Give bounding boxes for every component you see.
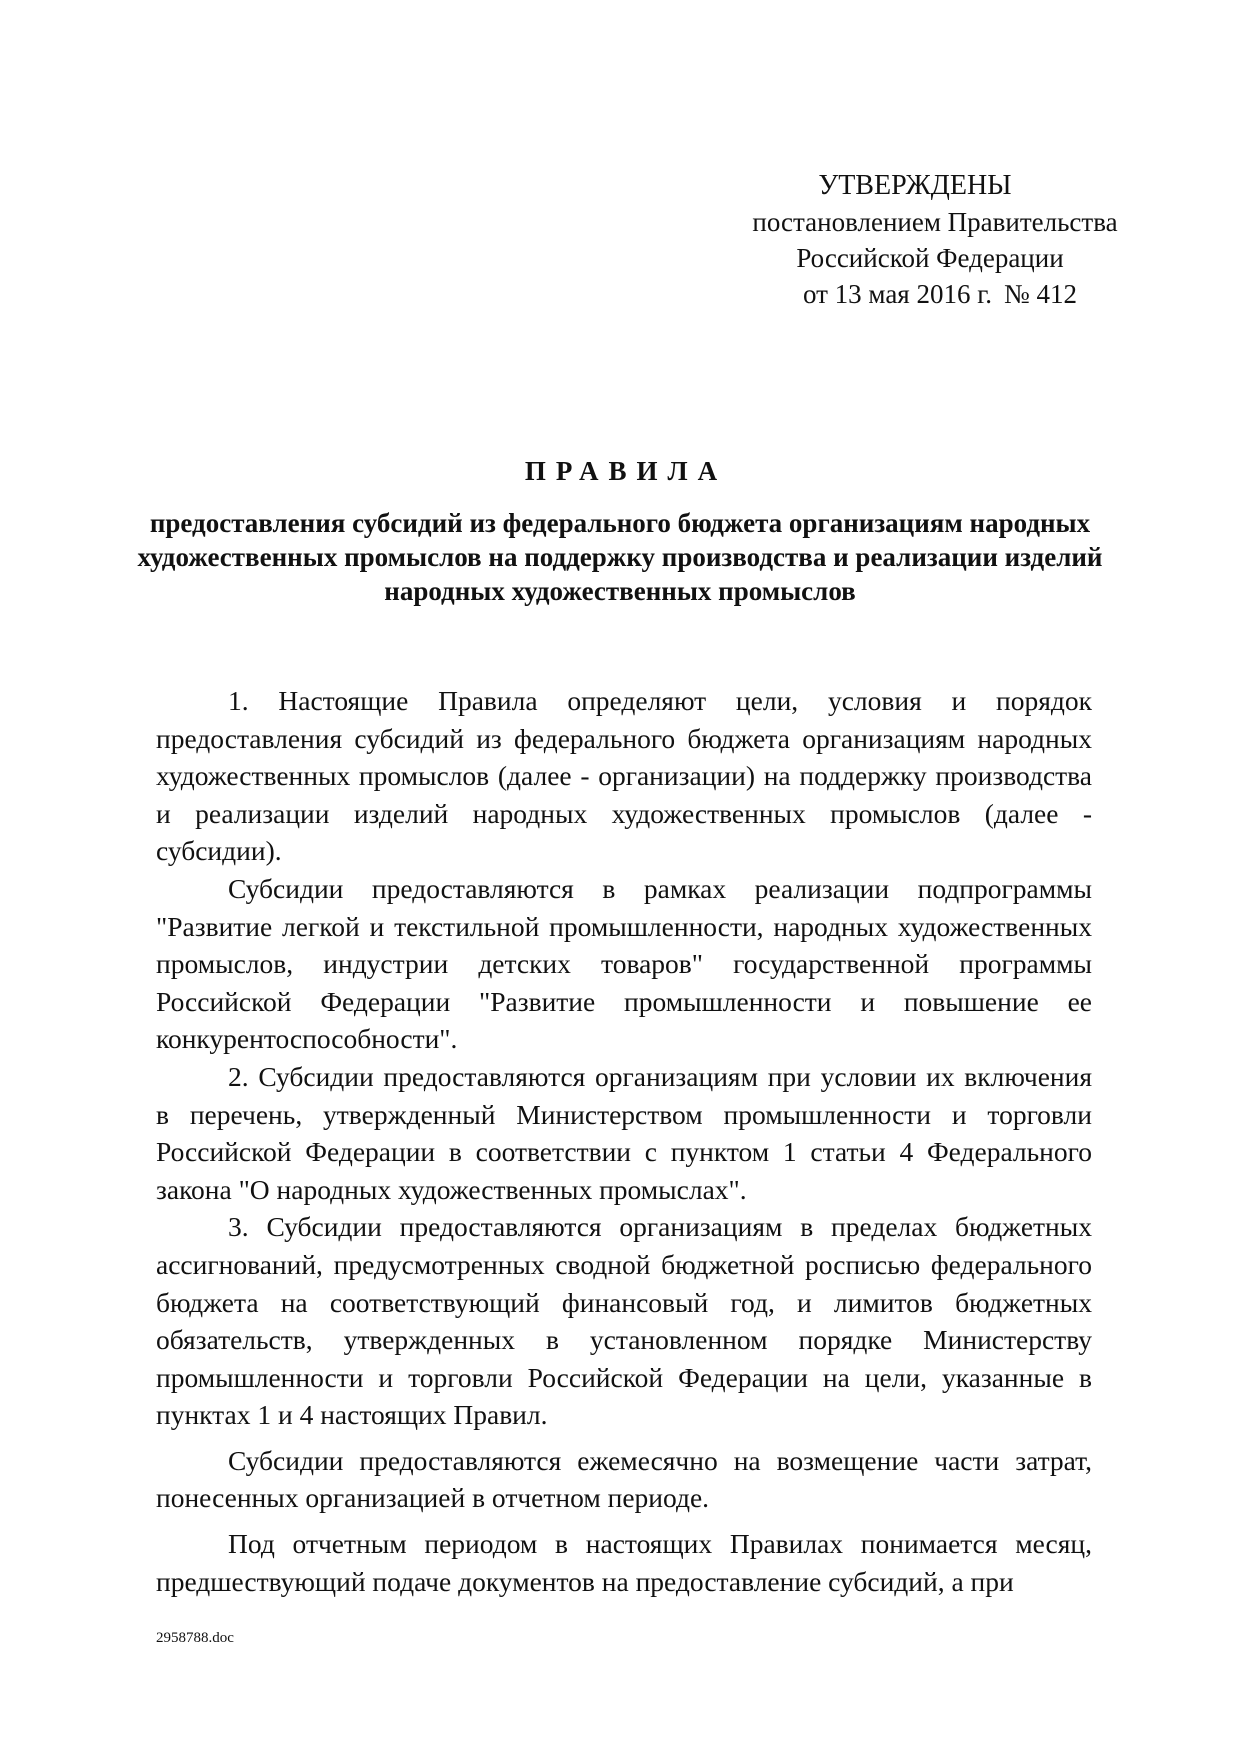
paragraph-5: Субсидии предоставляются ежемесячно на возмещение части затрат, понесенных организацией в отчетном периоде. xyxy=(156,1444,1092,1514)
paragraph-4: 3. Субсидии предоставляются организациям в пределах бюджетных ассигнований, предусмотренных сводной бюджетной росписью федерального бюджета на соответствующий финансовый год, и лимитов бюджетных обязательств, утвержденных в установленном порядке Министерству промышленности и торговли Российской Федерации на цели, указанные в пунктах 1 и 4 настоящих Правил. xyxy=(156,1211,1092,1431)
paragraph-6: Под отчетным периодом в настоящих Правилах понимается месяц, предшествующий подаче документов на предоставление субсидий, а при xyxy=(156,1528,1092,1597)
paragraph-3: 2. Субсидии предоставляются организациям при условии их включения в перечень, утвержденный Министерством промышленности и торговли Российской Федерации в соответствии с пунктом 1 статьи 4 Федерального закона "О народных художественных промыслах". xyxy=(156,1060,1092,1205)
document-subtitle: предоставления субсидий из федерального бюджета организациям народных художественных промыслов на поддержку производства и реализации изделий народных художественных промыслов xyxy=(137,508,1103,606)
document-body xyxy=(156,682,1092,1600)
document-heading: ПРАВИЛА xyxy=(524,456,728,486)
approval-title: УТВЕРЖДЕНЫ xyxy=(818,170,1012,201)
approval-line-date xyxy=(640,276,1220,312)
approval-line-federation: Российской Федерации xyxy=(796,243,1064,273)
approval-number: № 412 xyxy=(1004,279,1078,309)
footer-filename: 2958788.doc xyxy=(156,1630,234,1646)
paragraph-1: 1. Настоящие Правила определяют цели, условия и порядок предоставления субсидий из федерального бюджета организациям народных художественных промыслов (далее - организации) на поддержку производства и реализации изделий народных художественных промыслов (далее - субсидии). xyxy=(156,685,1092,867)
approval-block xyxy=(640,168,1220,312)
paragraph-2: Субсидии предоставляются в рамках реализации подпрограммы "Развитие легкой и текстильной промышленности, народных художественных промыслов, индустрии детских товаров" государственной программы Российской Федерации "Развитие промышленности и повышение ее конкурентоспособности". xyxy=(156,872,1092,1055)
approval-date: от 13 мая 2016 г. xyxy=(802,279,992,309)
approval-line-resolution: постановлением Правительства xyxy=(752,207,1118,237)
